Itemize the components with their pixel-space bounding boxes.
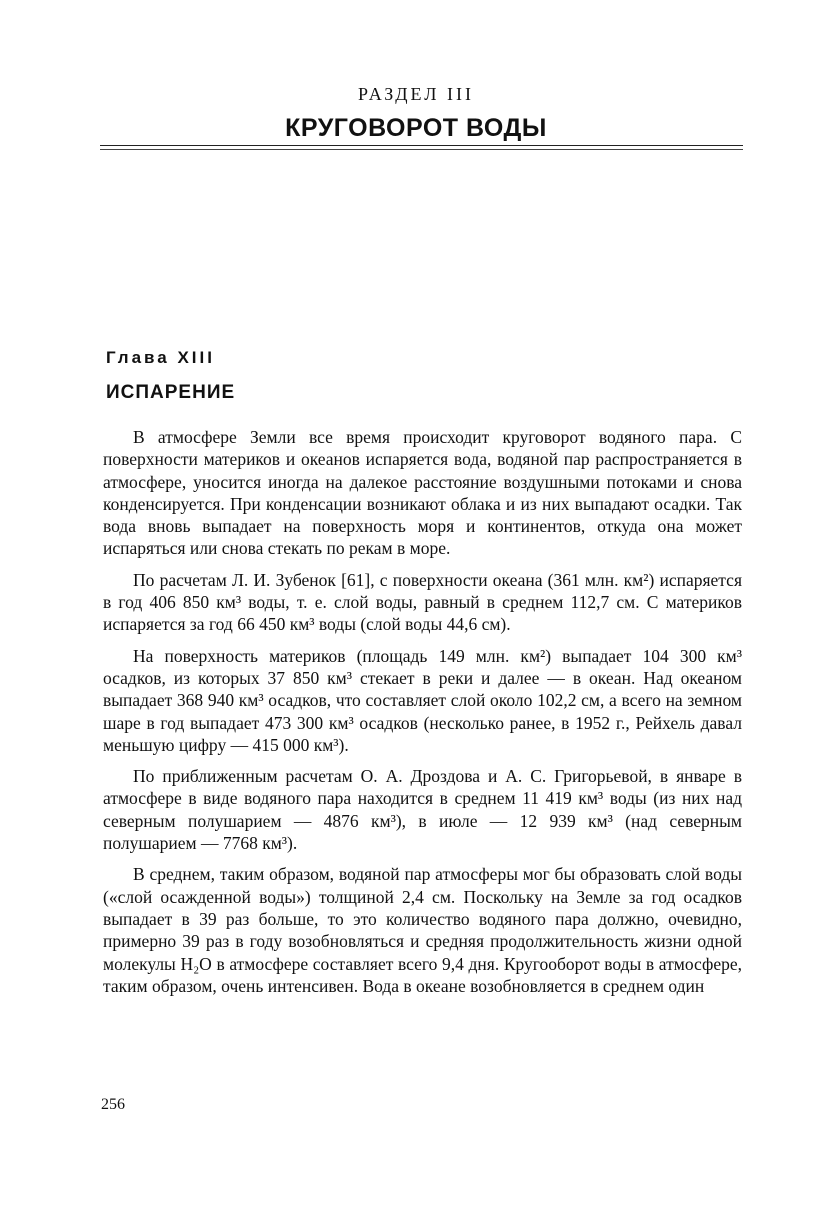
page-number: 256 [101, 1096, 125, 1113]
body-text [103, 426, 742, 1006]
paragraph: По расчетам Л. И. Зубенок [61], с поверхности океана (361 млн. км²) испаряется в год 406 850 км³ воды, т. е. слой воды, равный в среднем 112,7 см. С материков испаряется за год 66 450 км³ воды (слой воды 44,6 см). [103, 569, 742, 635]
paragraph: По приближенным расчетам О. А. Дроздова и А. С. Григорьевой, в январе в атмосфере в виде водяного пара находится в среднем 11 419 км³ воды (из них над северным полушарием — 4876 км³), в июле — 12 939 км³ (над северным полушарием — 7768 км³). [103, 766, 742, 854]
chapter-label: Глава XIII [106, 348, 215, 367]
title-rule-top [100, 145, 743, 146]
part-title: КРУГОВОРОТ ВОДЫ [285, 114, 547, 142]
paragraph: В среднем, таким образом, водяной пар атмосферы мог бы образовать слой воды («слой осажденной воды») толщиной 2,4 см. Поскольку на Земле за год осадков выпадает в 39 раз больше, то это количество водяного пара должно, очевидно, примерно 39 раз в году возобновляться и средняя продолжительность жизни одной молекулы H₂O в атмосфере составляет всего 9,4 дня. Кругооборот воды в атмосфере, таким образом, очень интенсивен. Вода в океане возобновляется в среднем один [103, 864, 742, 996]
part-label: РАЗДЕЛ III [358, 84, 474, 104]
paragraph: На поверхность материков (площадь 149 млн. км²) выпадает 104 300 км³ осадков, из которых 37 850 км³ стекает в реки и далее — в океан. Над океаном выпадает 368 940 км³ осадков, что составляет слой около 102,2 см, а всего на земном шаре в год выпадает 473 300 км³ осадков (несколько ранее, в 1952 г., Рейхель давал меньшую цифру — 415 000 км³). [103, 645, 742, 755]
paragraph: В атмосфере Земли все время происходит круговорот водяного пара. С поверхности материков и океанов испаряется вода, водяной пар распространяется в атмосфере, уносится иногда на далекое расстояние воздушными потоками и снова конденсируется. При конденсации возникают облака и из них выпадают осадки. Так вода вновь выпадает на поверхность моря и континентов, откуда она может испаряться или снова стекать по рекам в море. [103, 427, 742, 559]
chapter-title: ИСПАРЕНИЕ [106, 382, 236, 403]
title-rule-bottom [100, 149, 743, 150]
